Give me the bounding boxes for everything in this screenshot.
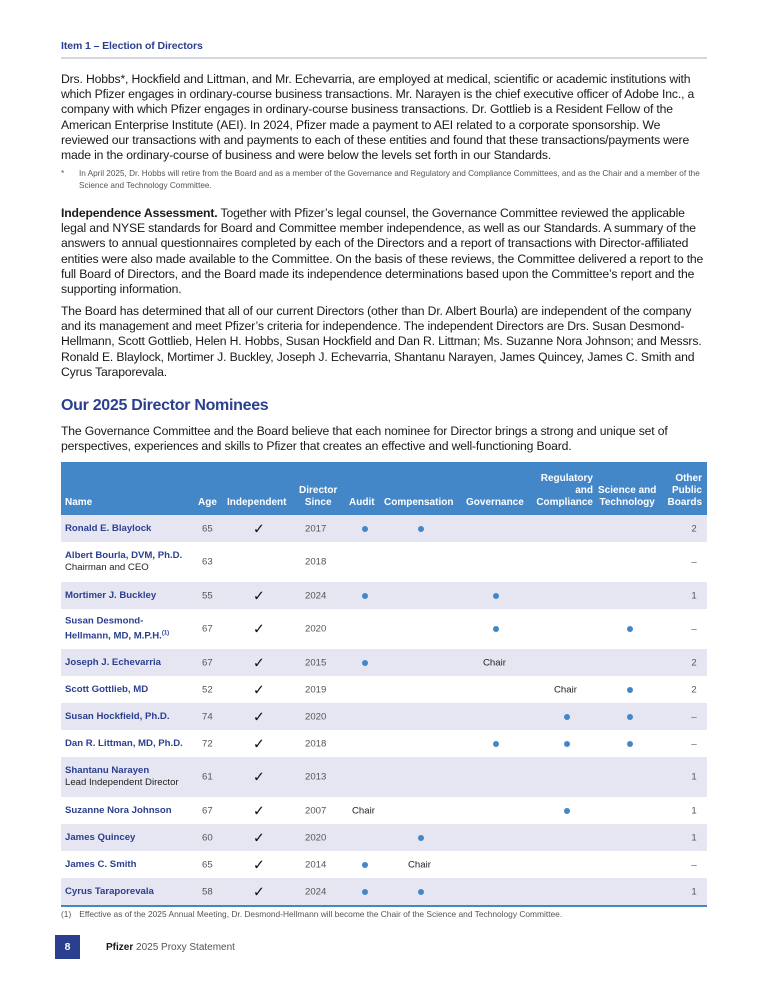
director-name: James C. Smith xyxy=(65,858,137,870)
check-icon: ✓ xyxy=(253,587,265,603)
director-since-cell: 2018 xyxy=(305,738,327,749)
director-since-cell: 2020 xyxy=(305,832,327,843)
age-cell: 65 xyxy=(202,523,213,534)
table-row xyxy=(61,851,707,878)
director-since-cell: 2020 xyxy=(305,711,327,722)
bullet-dot-icon xyxy=(564,714,570,720)
director-since-cell: 2014 xyxy=(305,859,327,870)
director-title: Lead Independent Director xyxy=(65,777,179,788)
director-name-cell xyxy=(65,805,172,817)
director-name-cell xyxy=(65,765,179,789)
check-icon: ✓ xyxy=(253,856,265,872)
bullet-dot-icon xyxy=(362,526,368,532)
other-public-boards-cell: – xyxy=(691,556,697,568)
table-row xyxy=(61,515,707,542)
section-header-label: Item 1 – Election of Directors xyxy=(61,40,203,52)
footnote-marker: * xyxy=(61,169,65,178)
age-cell: 55 xyxy=(202,590,213,601)
table-row xyxy=(61,649,707,676)
check-icon: ✓ xyxy=(253,654,265,670)
footer-brand: Pfizer xyxy=(106,942,134,953)
other-public-boards-cell: – xyxy=(691,859,697,870)
director-name: Albert Bourla, DVM, Ph.D. xyxy=(65,550,183,561)
other-public-boards-cell: 2 xyxy=(691,523,697,534)
check-icon: ✓ xyxy=(253,620,265,637)
age-cell: 67 xyxy=(202,657,213,668)
footer-title: 2025 Proxy Statement xyxy=(133,942,235,953)
footnote-reference: (1) xyxy=(161,630,170,637)
table-row xyxy=(61,757,707,797)
science-member-dot-icon xyxy=(627,714,633,720)
science-member-dot-icon xyxy=(627,687,633,693)
director-name-cell xyxy=(65,657,161,669)
check-icon: ✓ xyxy=(253,829,265,845)
director-name: Ronald E. Blaylock xyxy=(65,522,152,534)
page-number: 8 xyxy=(55,935,80,959)
bullet-dot-icon xyxy=(493,593,499,599)
bullet-dot-icon xyxy=(627,687,633,693)
check-icon: ✓ xyxy=(253,802,265,818)
science-member-dot-icon xyxy=(627,741,633,747)
director-name-cell xyxy=(65,550,182,574)
bullet-dot-icon xyxy=(418,835,424,841)
col-header-director-since: Director Since xyxy=(299,485,338,508)
regulatory-member-dot-icon xyxy=(564,714,570,720)
table-row xyxy=(61,878,707,905)
paragraph-transactions: Drs. Hobbs*, Hockfield and Littman, and Mr. Echevarria, are employed at medical, scientific or academic institutions with which Pfizer engages in ordinary-course business transactions. Mr. Narayen is the chief executive officer of Adobe Inc., a company with which Pfizer engages in ordinary-course business transactions. Dr. Gottlieb is a Resident Fellow of the American Enterprise Institute (AEI). In 2024, Pfizer made a payment to AEI related to a corporate sponsorship. We reviewed our transactions with and payments to each of these entities and found that these transactions/payments were made in the ordinary-course of business and were below the levels set forth in our Standards. xyxy=(61,72,695,163)
audit-chair-label: Chair xyxy=(352,805,375,816)
col-header-independent: Independent xyxy=(227,497,287,508)
audit-member-dot-icon xyxy=(362,593,368,599)
footer-doc-title xyxy=(106,942,235,953)
governance-chair-label: Chair xyxy=(483,657,506,668)
bullet-dot-icon xyxy=(493,626,499,632)
col-header-governance: Governance xyxy=(466,497,524,508)
director-name: Susan Desmond- xyxy=(65,615,144,627)
table-bottom-rule xyxy=(61,905,707,907)
col-header-name: Name xyxy=(65,497,93,508)
director-name: Joseph J. Echevarria xyxy=(65,656,161,668)
governance-member-dot-icon xyxy=(493,741,499,747)
director-name: Cyrus Taraporevala xyxy=(65,885,154,897)
bullet-dot-icon xyxy=(564,741,570,747)
table-row xyxy=(61,609,707,649)
other-public-boards-cell: – xyxy=(691,711,697,722)
paragraph-lead-heading: Independence Assessment. xyxy=(61,206,218,220)
table-row xyxy=(61,703,707,730)
bullet-dot-icon xyxy=(627,626,633,632)
col-header-regulatory-compliance: Regulatory and Compliance xyxy=(536,473,593,508)
paragraph-nominees-intro: The Governance Committee and the Board believe that each nominee for Director brings a strong and unique set of perspectives, experiences and skills to Pfizer that creates an effective and well-functioning Board. xyxy=(61,424,668,454)
director-name: Mortimer J. Buckley xyxy=(65,589,157,601)
bullet-dot-icon xyxy=(418,526,424,532)
table-header xyxy=(61,462,707,515)
director-name: James Quincey xyxy=(65,831,136,843)
other-public-boards-cell: 1 xyxy=(691,771,697,783)
age-cell: 61 xyxy=(202,771,213,783)
director-nominees-table xyxy=(61,462,707,907)
director-name-cell xyxy=(65,711,170,723)
other-public-boards-cell: 2 xyxy=(691,684,697,695)
bullet-dot-icon xyxy=(362,660,368,666)
director-name-cell xyxy=(65,738,183,750)
director-name: Dan R. Littman, MD, Ph.D. xyxy=(65,737,183,749)
table-row xyxy=(61,582,707,609)
footnote-text: Effective as of the 2025 Annual Meeting, Dr. Desmond-Hellmann will become the Chair of the Science and Technology Committee. xyxy=(79,909,563,919)
director-since-cell: 2019 xyxy=(305,684,327,695)
footnote-text: In April 2025, Dr. Hobbs will retire from the Board and as a member of the Governance and Regulatory and Compliance Committees, and as the Chair and a member of the Science and Technology Committee. xyxy=(79,169,700,190)
regulatory-chair-label: Chair xyxy=(554,684,577,695)
paragraph-independence-assessment xyxy=(61,206,711,297)
age-cell: 58 xyxy=(202,886,213,897)
table-row xyxy=(61,797,707,824)
director-since-cell: 2015 xyxy=(305,657,327,668)
director-since-cell: 2020 xyxy=(305,623,327,635)
director-since-cell: 2017 xyxy=(305,523,327,534)
regulatory-member-dot-icon xyxy=(564,808,570,814)
other-public-boards-cell: – xyxy=(691,623,697,635)
check-icon: ✓ xyxy=(253,768,265,785)
director-name: Scott Gottlieb, MD xyxy=(65,683,149,695)
director-name-cell xyxy=(65,523,151,535)
age-cell: 74 xyxy=(202,711,213,722)
audit-member-dot-icon xyxy=(362,526,368,532)
age-cell: 67 xyxy=(202,805,213,816)
director-name-cell xyxy=(65,684,148,696)
age-cell: 63 xyxy=(202,556,213,568)
director-name-cell xyxy=(65,859,136,871)
other-public-boards-cell: 1 xyxy=(691,886,697,897)
governance-member-dot-icon xyxy=(493,593,499,599)
table-row xyxy=(61,824,707,851)
other-public-boards-cell: – xyxy=(691,738,697,749)
bullet-dot-icon xyxy=(493,741,499,747)
bullet-dot-icon xyxy=(362,889,368,895)
age-cell: 72 xyxy=(202,738,213,749)
paragraph-independent-directors: The Board has determined that all of our current Directors (other than Dr. Albert Bourla) are independent of the company and its management and meet Pfizer’s criteria for independence. The independent Directors are Drs. Susan Desmond-Hellmann, Scott Gottlieb, Helen H. Hobbs, Susan Hockfield and Dan R. Littman; Ms. Suzanne Nora Johnson; and Messrs. Ronald E. Blaylock, Mortimer J. Buckley, Joseph J. Echevarria, Shantanu Narayen, James Quincey, James C. Smith and Cyrus Taraporevala. xyxy=(61,304,702,379)
director-name-cell xyxy=(65,832,135,844)
compensation-member-dot-icon xyxy=(418,526,424,532)
other-public-boards-cell: 2 xyxy=(691,657,697,668)
director-since-cell: 2024 xyxy=(305,590,327,601)
director-name-cell xyxy=(65,590,156,602)
paragraph-body: Together with Pfizer’s legal counsel, the Governance Committee reviewed the applicable legal and NYSE standards for Board and Committee member independence, as well as our Standards. A summary of the answers to annual questionnaires completed by each of the Directors and a report of transactions with Director-affiliated entities were also made available to the Committee. On the basis of these reviews, the Committee delivered a report to the full Board of Directors, and the Board made its independence determinations based upon the Committee’s report and the supporting information. xyxy=(61,206,704,297)
director-name-continued: Hellmann, MD, M.P.H.$^{(1)}$ xyxy=(65,630,170,642)
director-since-cell: 2024 xyxy=(305,886,327,897)
footnote-desmond-hellmann xyxy=(61,909,562,919)
bullet-dot-icon xyxy=(418,889,424,895)
footnote-marker: (1) xyxy=(61,909,72,919)
col-header-science-technology: Science and Technology xyxy=(598,485,657,508)
age-cell: 67 xyxy=(202,623,213,635)
age-cell: 52 xyxy=(202,684,213,695)
table-row xyxy=(61,542,707,582)
director-since-cell: 2007 xyxy=(305,805,327,816)
col-header-audit: Audit xyxy=(349,497,375,508)
col-header-age: Age xyxy=(198,497,217,508)
regulatory-member-dot-icon xyxy=(564,741,570,747)
check-icon: ✓ xyxy=(253,735,265,751)
section-title: Our 2025 Director Nominees xyxy=(61,397,269,414)
header-divider xyxy=(61,57,707,59)
director-name: Susan Hockfield, Ph.D. xyxy=(65,710,170,722)
check-icon: ✓ xyxy=(253,520,265,536)
bullet-dot-icon xyxy=(627,741,633,747)
director-name-cell xyxy=(65,886,154,898)
audit-member-dot-icon xyxy=(362,862,368,868)
col-header-compensation: Compensation xyxy=(384,497,454,508)
governance-member-dot-icon xyxy=(493,626,499,632)
audit-member-dot-icon xyxy=(362,660,368,666)
bullet-dot-icon xyxy=(362,593,368,599)
other-public-boards-cell: 1 xyxy=(691,805,697,816)
director-name-cell xyxy=(65,615,169,642)
check-icon: ✓ xyxy=(253,681,265,697)
director-name: Shantanu Narayen xyxy=(65,765,150,776)
bullet-dot-icon xyxy=(362,862,368,868)
check-icon: ✓ xyxy=(253,883,265,899)
compensation-member-dot-icon xyxy=(418,889,424,895)
other-public-boards-cell: 1 xyxy=(691,590,697,601)
director-since-cell: 2018 xyxy=(305,556,327,568)
compensation-chair-label: Chair xyxy=(408,859,431,870)
science-member-dot-icon xyxy=(627,626,633,632)
check-icon: ✓ xyxy=(253,708,265,724)
compensation-member-dot-icon xyxy=(418,835,424,841)
age-cell: 65 xyxy=(202,859,213,870)
table-row xyxy=(61,730,707,757)
bullet-dot-icon xyxy=(627,714,633,720)
age-cell: 60 xyxy=(202,832,213,843)
bullet-dot-icon xyxy=(564,808,570,814)
table-row xyxy=(61,676,707,703)
other-public-boards-cell: 1 xyxy=(691,832,697,843)
col-header-other-public-boards: Other Public Boards xyxy=(667,473,702,508)
audit-member-dot-icon xyxy=(362,889,368,895)
director-name: Suzanne Nora Johnson xyxy=(65,804,172,816)
director-title: Chairman and CEO xyxy=(65,562,149,573)
director-since-cell: 2013 xyxy=(305,771,327,783)
